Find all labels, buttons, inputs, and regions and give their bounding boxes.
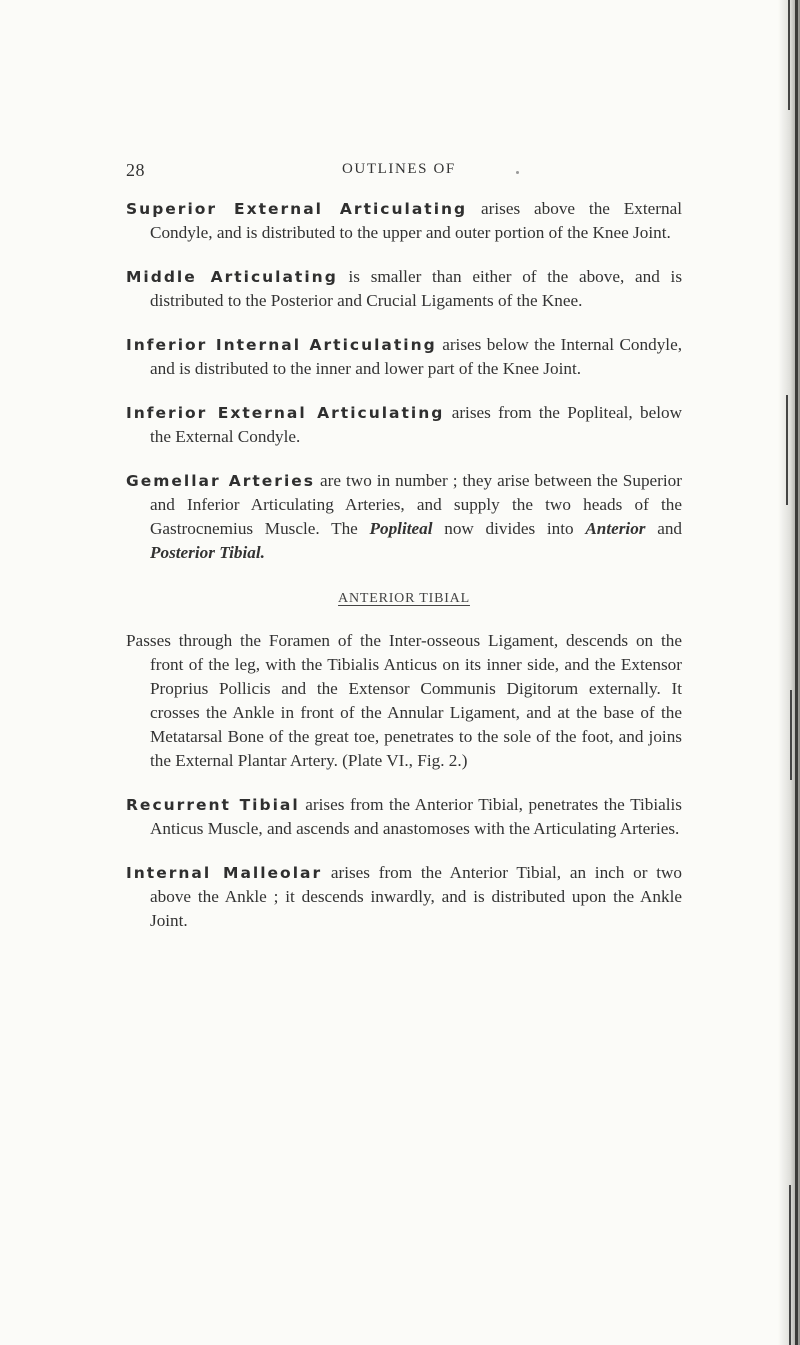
binding-edge [795, 0, 798, 1345]
body-text [126, 197, 682, 953]
entry-text: arises above the External Condyle, and is distributed to the upper and outer portion of the Knee Joint. [150, 199, 683, 242]
entry-passes [126, 629, 682, 773]
edge-mark [786, 395, 788, 505]
section-heading: ANTERIOR TIBIAL [338, 591, 470, 606]
entry-italic-posterior-tibial: Posterior Tibial. [150, 543, 265, 562]
entry-middle-articulating [126, 265, 682, 313]
entry-text: now divides into [444, 519, 574, 538]
entry-recurrent-tibial [126, 793, 682, 841]
entry-text: Passes through the Foramen of the Inter-osseous Ligament, descends on the front of the leg, with the Tibialis Anticus on its inner side, and the Extensor Proprius Pollicis and the Extensor Communis Digitorum externally. It crosses the Ankle in front of the Annular Ligament, and at the base of the Metatarsal Bone of the great toe, penetrates to the sole of the foot, and joins the External Plantar Artery. (Plate VI., Fig. 2.) [126, 631, 682, 770]
entry-text: are two in number ; they arise between the Superior and Inferior Articulating Arteries, and supply the two heads of the Gastrocnemius Muscle. The [150, 471, 682, 538]
running-head [0, 160, 800, 184]
page-number: 28 [126, 160, 145, 180]
entry-term: Inferior External Articulating [126, 404, 445, 422]
entry-term: Gemellar Arteries [126, 472, 315, 490]
entry-internal-malleolar [126, 861, 682, 933]
entry-text: and [657, 519, 683, 538]
entry-term: Internal Malleolar [126, 864, 323, 882]
print-speck [516, 171, 519, 174]
entry-text: arises from the Anterior Tibial, penetrates the Tibialis Anticus Muscle, and ascends and anastomoses with the Articulating Arteries. [150, 795, 682, 838]
edge-mark [789, 1185, 791, 1345]
edge-mark [790, 690, 792, 780]
entry-gemellar-arteries [126, 469, 682, 565]
entry-italic-popliteal: Popliteal [369, 519, 433, 538]
entry-inferior-external-articulating [126, 401, 682, 449]
entry-term: Middle Articulating [126, 268, 338, 286]
entry-term: Recurrent Tibial [126, 796, 300, 814]
entry-text: arises below the Internal Condyle, and is distributed to the inner and lower part of the Knee Joint. [150, 335, 683, 378]
entry-superior-external-articulating [126, 197, 682, 245]
entry-text: arises from the Popliteal, below the External Condyle. [150, 403, 682, 446]
entry-text: arises from the Anterior Tibial, an inch or two above the Ankle ; it descends inwardly, and is distributed upon the Ankle Joint. [150, 863, 682, 930]
entry-text: is smaller than either of the above, and is distributed to the Posterior and Crucial Ligaments of the Knee. [150, 267, 683, 310]
running-title: OUTLINES OF [342, 161, 456, 177]
entry-italic-anterior: Anterior [585, 519, 646, 538]
entry-inferior-internal-articulating [126, 333, 682, 381]
edge-mark [788, 0, 790, 110]
entry-term: Inferior Internal Articulating [126, 336, 437, 354]
entry-term: Superior External Articulating [126, 200, 468, 218]
